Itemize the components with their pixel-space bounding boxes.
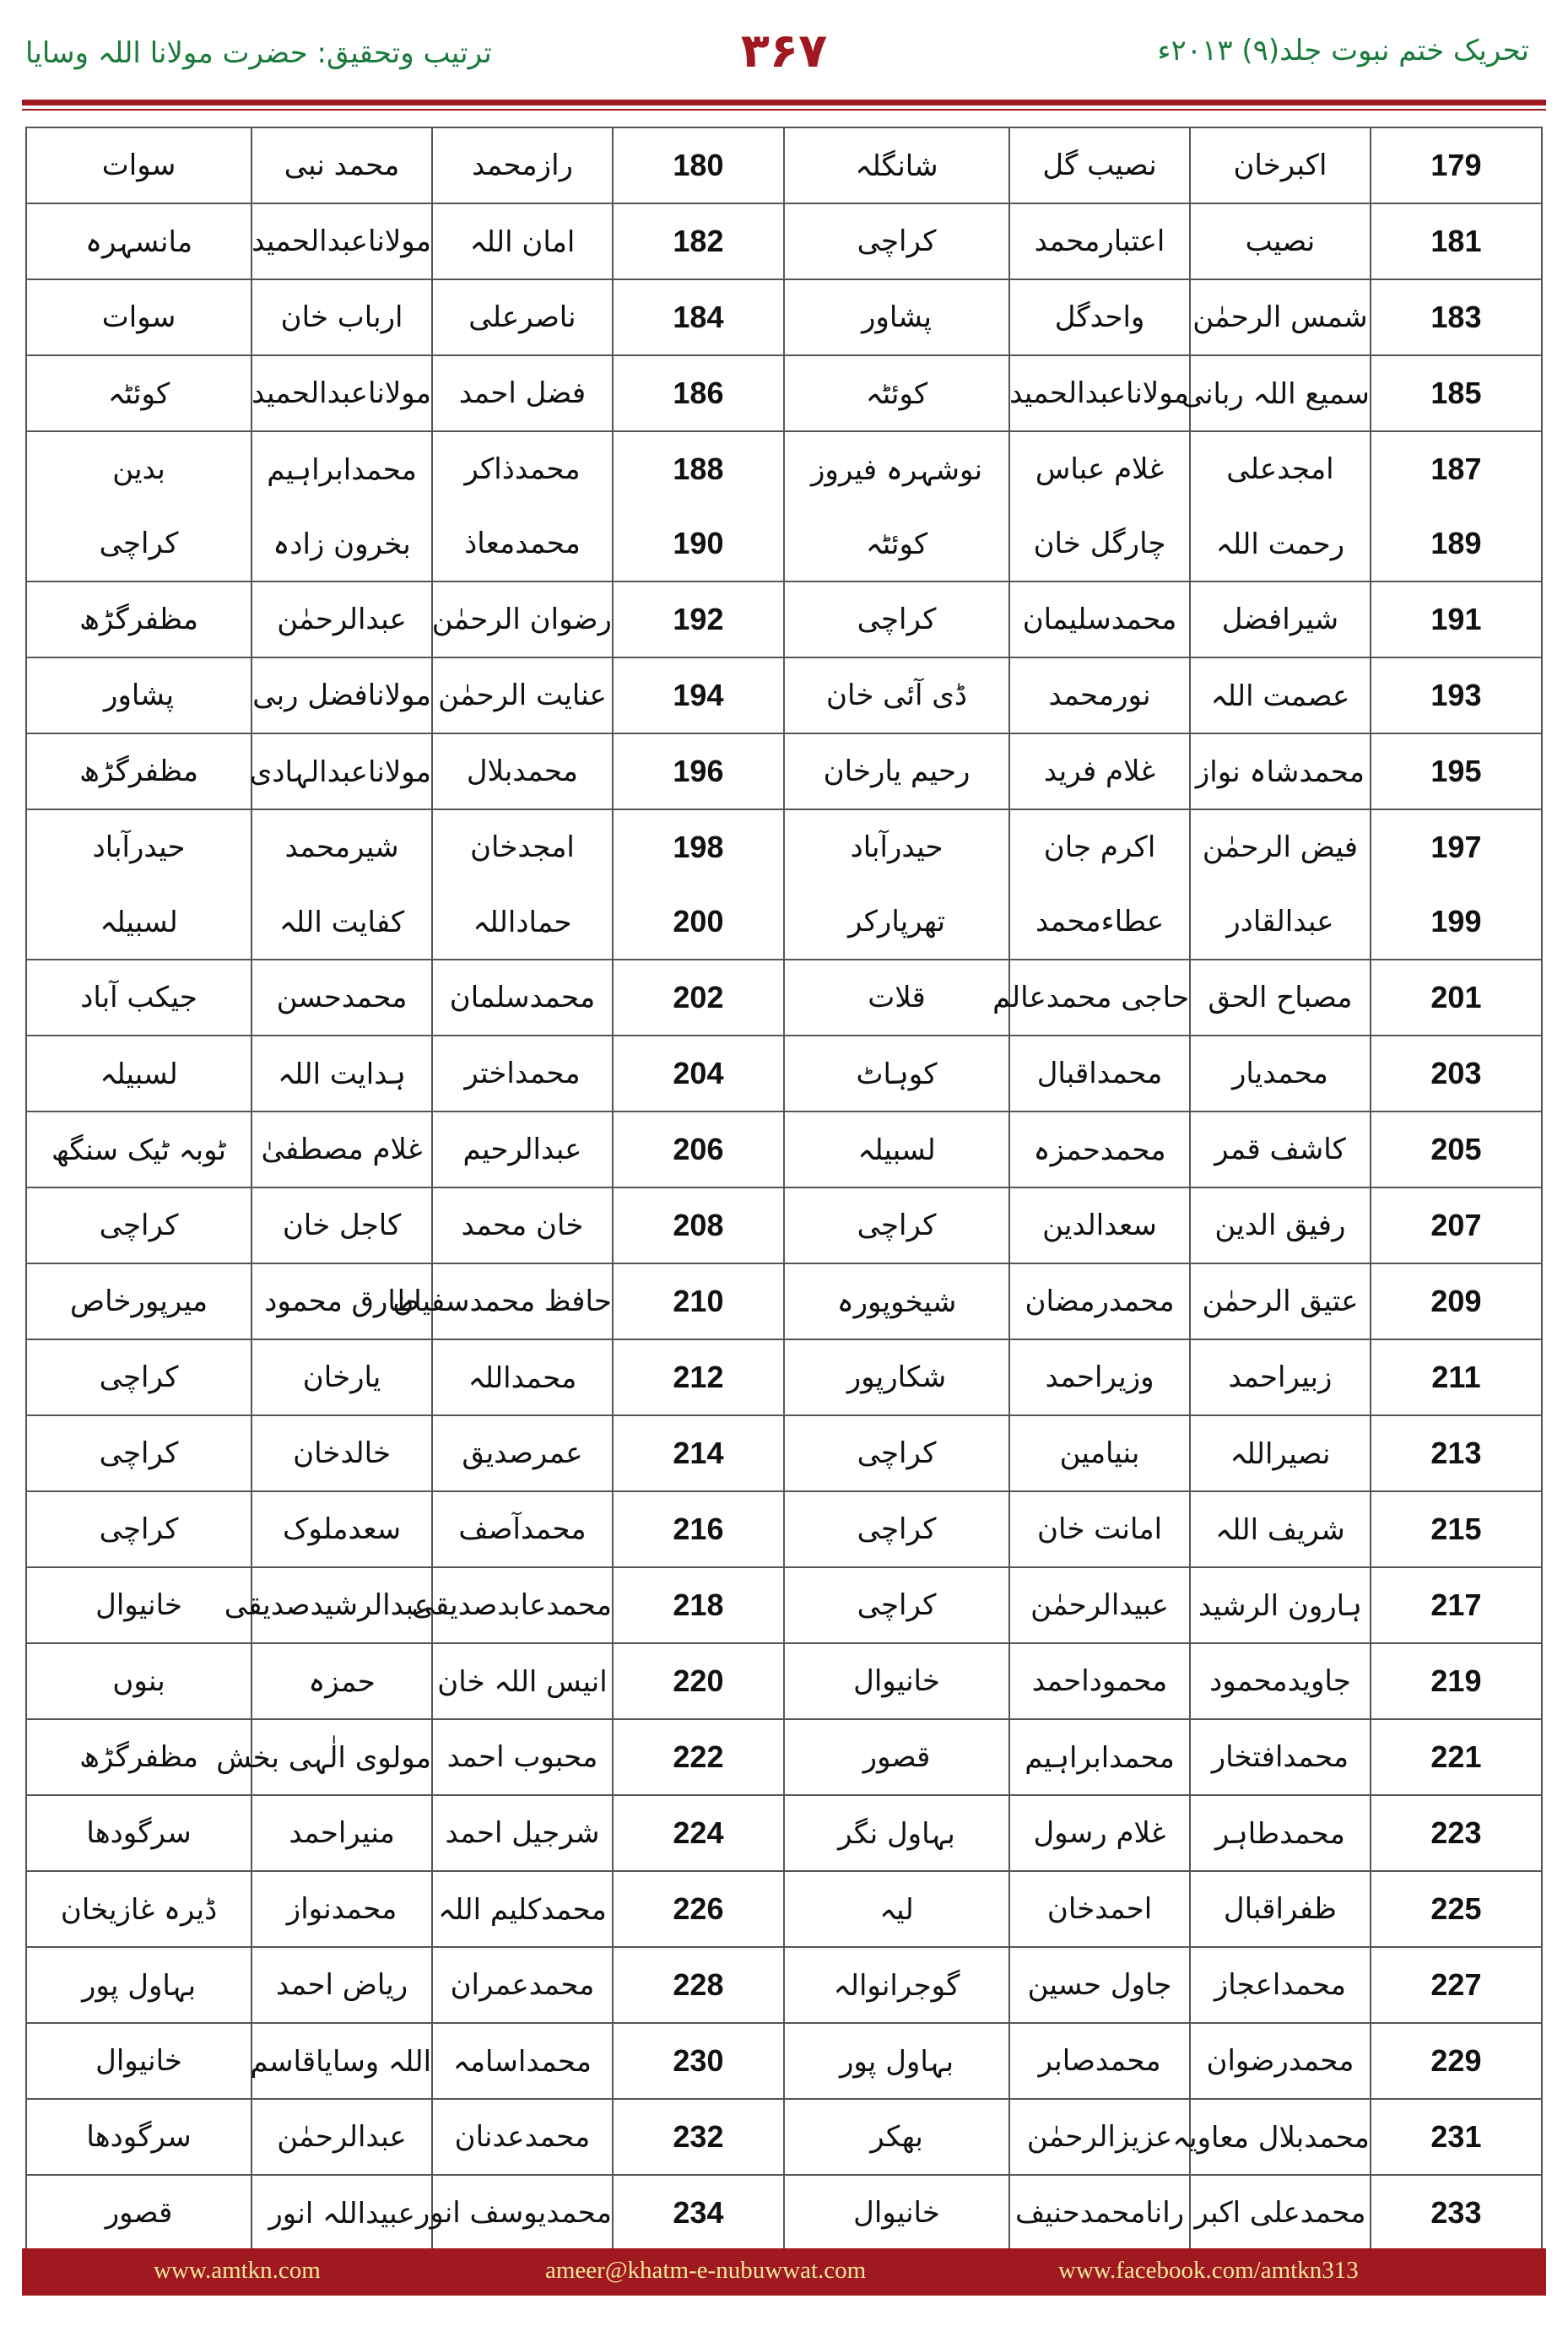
cell-father: عبدالرحمٰن bbox=[251, 2099, 432, 2175]
cell-father: اللہ وسایاقاسم bbox=[251, 2023, 432, 2099]
cell-city: کوئٹہ bbox=[784, 355, 1009, 431]
footer-email-link[interactable]: ameer@khatm-e-nubuwwat.com bbox=[545, 2257, 867, 2284]
cell-city: کوئٹہ bbox=[26, 355, 251, 431]
cell-city: خانیوال bbox=[784, 2175, 1009, 2251]
cell-name: ناصرعلی bbox=[432, 279, 613, 355]
cell-name: عبدالقادر bbox=[1190, 884, 1371, 960]
cell-city: کراچی bbox=[784, 581, 1009, 657]
cell-city: بھکر bbox=[784, 2099, 1009, 2175]
table-row bbox=[26, 884, 1542, 960]
cell-city: مظفرگڑھ bbox=[26, 581, 251, 657]
table-row bbox=[26, 1719, 1542, 1795]
cell-name: امان اللہ bbox=[432, 203, 613, 279]
cell-name: جاویدمحمود bbox=[1190, 1643, 1371, 1719]
cell-father: مولاناعبدالحمید bbox=[1009, 355, 1190, 431]
cell-serial: 196 bbox=[613, 733, 784, 809]
cell-city: کوہاٹ bbox=[784, 1036, 1009, 1112]
cell-name: ظفراقبال bbox=[1190, 1871, 1371, 1947]
cell-father: محمد نبی bbox=[251, 127, 432, 203]
cell-father: غلام عباس bbox=[1009, 431, 1190, 506]
cell-serial: 218 bbox=[613, 1567, 784, 1643]
cell-city: خانیوال bbox=[26, 2023, 251, 2099]
cell-name: رازمحمد bbox=[432, 127, 613, 203]
names-table-body bbox=[26, 127, 1542, 2251]
cell-father: سعدالدین bbox=[1009, 1187, 1190, 1263]
table-row bbox=[26, 1567, 1542, 1643]
cell-name: سمیع اللہ ربانی bbox=[1190, 355, 1371, 431]
cell-name: فیض الرحمٰن bbox=[1190, 809, 1371, 884]
cell-name: محمدبلال معاویہ bbox=[1190, 2099, 1371, 2175]
cell-name: فضل احمد bbox=[432, 355, 613, 431]
cell-name: محمدذاکر bbox=[432, 431, 613, 506]
cell-name: شریف اللہ bbox=[1190, 1491, 1371, 1567]
cell-name: محمدعابدصدیقی bbox=[432, 1567, 613, 1643]
cell-serial: 212 bbox=[613, 1339, 784, 1415]
cell-name: شرجیل احمد bbox=[432, 1795, 613, 1871]
cell-serial: 221 bbox=[1371, 1719, 1542, 1795]
cell-name: محمدکلیم اللہ bbox=[432, 1871, 613, 1947]
cell-serial: 192 bbox=[613, 581, 784, 657]
cell-serial: 187 bbox=[1371, 431, 1542, 506]
cell-city: کراچی bbox=[784, 1415, 1009, 1491]
cell-father: غلام مصطفیٰ bbox=[251, 1112, 432, 1187]
page-footer bbox=[22, 2248, 1546, 2296]
cell-name: محمدیار bbox=[1190, 1036, 1371, 1112]
cell-city: کراچی bbox=[784, 1491, 1009, 1567]
cell-serial: 198 bbox=[613, 809, 784, 884]
cell-father: سعدملوک bbox=[251, 1491, 432, 1567]
cell-name: محمداسامہ bbox=[432, 2023, 613, 2099]
cell-name: رفیق الدین bbox=[1190, 1187, 1371, 1263]
cell-serial: 205 bbox=[1371, 1112, 1542, 1187]
cell-father: شیرمحمد bbox=[251, 809, 432, 884]
cell-serial: 188 bbox=[613, 431, 784, 506]
cell-city: لسبیلہ bbox=[26, 884, 251, 960]
book-title: تحریک ختم نبوت جلد(۹) ۲۰۱۳ء bbox=[1157, 34, 1529, 68]
cell-father: بخرون زادہ bbox=[251, 506, 432, 581]
table-row bbox=[26, 581, 1542, 657]
cell-city: ٹوبہ ٹیک سنگھ bbox=[26, 1112, 251, 1187]
cell-father: مولوی الٰہی بخش bbox=[251, 1719, 432, 1795]
page-header bbox=[0, 24, 1568, 91]
cell-city: سوات bbox=[26, 127, 251, 203]
cell-father: عزیزالرحمٰن bbox=[1009, 2099, 1190, 2175]
cell-serial: 215 bbox=[1371, 1491, 1542, 1567]
cell-name: محمدمعاذ bbox=[432, 506, 613, 581]
cell-serial: 182 bbox=[613, 203, 784, 279]
cell-city: لسبیلہ bbox=[26, 1036, 251, 1112]
cell-father: محمدابراہیم bbox=[1009, 1719, 1190, 1795]
cell-city: مظفرگڑھ bbox=[26, 733, 251, 809]
cell-city: شانگلہ bbox=[784, 127, 1009, 203]
cell-name: ہارون الرشید bbox=[1190, 1567, 1371, 1643]
cell-city: حیدرآباد bbox=[26, 809, 251, 884]
cell-name: محمدآصف bbox=[432, 1491, 613, 1567]
cell-father: وزیراحمد bbox=[1009, 1339, 1190, 1415]
cell-father: محمدسلیمان bbox=[1009, 581, 1190, 657]
cell-serial: 224 bbox=[613, 1795, 784, 1871]
cell-name: محمدطاہر bbox=[1190, 1795, 1371, 1871]
cell-city: حیدرآباد bbox=[784, 809, 1009, 884]
cell-father: منیراحمد bbox=[251, 1795, 432, 1871]
cell-name: محمدرضوان bbox=[1190, 2023, 1371, 2099]
cell-serial: 222 bbox=[613, 1719, 784, 1795]
cell-serial: 223 bbox=[1371, 1795, 1542, 1871]
cell-name: محبوب احمد bbox=[432, 1719, 613, 1795]
cell-name: اکبرخان bbox=[1190, 127, 1371, 203]
header-rule-thin bbox=[22, 109, 1546, 111]
cell-father: خالدخان bbox=[251, 1415, 432, 1491]
cell-city: رحیم یارخان bbox=[784, 733, 1009, 809]
cell-serial: 213 bbox=[1371, 1415, 1542, 1491]
cell-serial: 208 bbox=[613, 1187, 784, 1263]
cell-name: عتیق الرحمٰن bbox=[1190, 1263, 1371, 1339]
cell-father: بنیامین bbox=[1009, 1415, 1190, 1491]
cell-serial: 189 bbox=[1371, 506, 1542, 581]
cell-father: اعتبارمحمد bbox=[1009, 203, 1190, 279]
cell-serial: 190 bbox=[613, 506, 784, 581]
cell-city: بنوں bbox=[26, 1643, 251, 1719]
cell-father: حمزہ bbox=[251, 1643, 432, 1719]
cell-serial: 216 bbox=[613, 1491, 784, 1567]
cell-serial: 186 bbox=[613, 355, 784, 431]
cell-city: کراچی bbox=[784, 203, 1009, 279]
cell-father: رانامحمدحنیف bbox=[1009, 2175, 1190, 2251]
cell-city: تھرپارکر bbox=[784, 884, 1009, 960]
cell-father: عبیدالرحمٰن bbox=[1009, 1567, 1190, 1643]
cell-father: احمدخان bbox=[1009, 1871, 1190, 1947]
cell-father: نصیب گل bbox=[1009, 127, 1190, 203]
cell-city: بہاول پور bbox=[784, 2023, 1009, 2099]
table-row bbox=[26, 1491, 1542, 1567]
cell-father: محمدنواز bbox=[251, 1871, 432, 1947]
table-row bbox=[26, 1415, 1542, 1491]
cell-city: سرگودھا bbox=[26, 2099, 251, 2175]
cell-name: کاشف قمر bbox=[1190, 1112, 1371, 1187]
cell-father: حاجی محمدعالم bbox=[1009, 960, 1190, 1036]
cell-serial: 225 bbox=[1371, 1871, 1542, 1947]
cell-city: سوات bbox=[26, 279, 251, 355]
cell-name: عصمت اللہ bbox=[1190, 657, 1371, 733]
cell-serial: 197 bbox=[1371, 809, 1542, 884]
cell-father: ریاض احمد bbox=[251, 1947, 432, 2023]
cell-serial: 214 bbox=[613, 1415, 784, 1491]
cell-serial: 200 bbox=[613, 884, 784, 960]
cell-city: ڈیرہ غازیخان bbox=[26, 1871, 251, 1947]
cell-city: جیکب آباد bbox=[26, 960, 251, 1036]
compiler-credit: ترتیب وتحقیق: حضرت مولانا اللہ وسایا bbox=[25, 36, 492, 70]
cell-city: لسبیلہ bbox=[784, 1112, 1009, 1187]
cell-father: عبدالرحمٰن bbox=[251, 581, 432, 657]
cell-serial: 195 bbox=[1371, 733, 1542, 809]
cell-serial: 180 bbox=[613, 127, 784, 203]
cell-serial: 194 bbox=[613, 657, 784, 733]
cell-father: محمدحسن bbox=[251, 960, 432, 1036]
cell-serial: 228 bbox=[613, 1947, 784, 2023]
footer-website-link[interactable]: www.amtkn.com bbox=[154, 2257, 321, 2284]
cell-serial: 220 bbox=[613, 1643, 784, 1719]
table-row bbox=[26, 1263, 1542, 1339]
cell-serial: 206 bbox=[613, 1112, 784, 1187]
cell-serial: 231 bbox=[1371, 2099, 1542, 2175]
cell-city: کراچی bbox=[26, 1339, 251, 1415]
cell-father: محموداحمد bbox=[1009, 1643, 1190, 1719]
cell-serial: 184 bbox=[613, 279, 784, 355]
table-row bbox=[26, 2175, 1542, 2251]
cell-father: کاجل خان bbox=[251, 1187, 432, 1263]
cell-serial: 183 bbox=[1371, 279, 1542, 355]
table-row bbox=[26, 2099, 1542, 2175]
cell-name: شیرافضل bbox=[1190, 581, 1371, 657]
cell-serial: 217 bbox=[1371, 1567, 1542, 1643]
cell-name: حافظ محمدسفیان bbox=[432, 1263, 613, 1339]
cell-father: عطاءمحمد bbox=[1009, 884, 1190, 960]
table-row bbox=[26, 127, 1542, 203]
cell-name: عنایت الرحمٰن bbox=[432, 657, 613, 733]
cell-father: یارخان bbox=[251, 1339, 432, 1415]
cell-father: محمدرمضان bbox=[1009, 1263, 1190, 1339]
cell-father: واحدگل bbox=[1009, 279, 1190, 355]
cell-city: گوجرانوالہ bbox=[784, 1947, 1009, 2023]
cell-city: پشاور bbox=[784, 279, 1009, 355]
cell-serial: 229 bbox=[1371, 2023, 1542, 2099]
cell-city: بہاول نگر bbox=[784, 1795, 1009, 1871]
cell-name: امجدخان bbox=[432, 809, 613, 884]
cell-father: محمداقبال bbox=[1009, 1036, 1190, 1112]
cell-city: مظفرگڑھ bbox=[26, 1719, 251, 1795]
cell-name: حماداللہ bbox=[432, 884, 613, 960]
cell-father: ہدایت اللہ bbox=[251, 1036, 432, 1112]
cell-father: اکرم جان bbox=[1009, 809, 1190, 884]
cell-serial: 203 bbox=[1371, 1036, 1542, 1112]
cell-name: محمداللہ bbox=[432, 1339, 613, 1415]
cell-father: مولاناعبدالحمید bbox=[251, 203, 432, 279]
table-row bbox=[26, 1112, 1542, 1187]
cell-name: نصیب bbox=[1190, 203, 1371, 279]
cell-city: سرگودھا bbox=[26, 1795, 251, 1871]
cell-city: کراچی bbox=[784, 1187, 1009, 1263]
cell-serial: 233 bbox=[1371, 2175, 1542, 2251]
cell-serial: 226 bbox=[613, 1871, 784, 1947]
names-table-wrapper bbox=[25, 127, 1543, 2252]
table-row bbox=[26, 1947, 1542, 2023]
cell-serial: 193 bbox=[1371, 657, 1542, 733]
table-row bbox=[26, 960, 1542, 1036]
cell-name: محمدعمران bbox=[432, 1947, 613, 2023]
cell-serial: 204 bbox=[613, 1036, 784, 1112]
cell-name: محمدعدنان bbox=[432, 2099, 613, 2175]
cell-city: کراچی bbox=[26, 1187, 251, 1263]
table-row bbox=[26, 1339, 1542, 1415]
cell-city: نوشہرہ فیروز bbox=[784, 431, 1009, 506]
cell-father: طارق محمود bbox=[251, 1263, 432, 1339]
cell-name: محمدشاہ نواز bbox=[1190, 733, 1371, 809]
table-row bbox=[26, 1795, 1542, 1871]
cell-serial: 209 bbox=[1371, 1263, 1542, 1339]
cell-serial: 199 bbox=[1371, 884, 1542, 960]
cell-name: محمدبلال bbox=[432, 733, 613, 809]
cell-father: مولاناعبدالہادی bbox=[251, 733, 432, 809]
table-row bbox=[26, 203, 1542, 279]
cell-serial: 234 bbox=[613, 2175, 784, 2251]
cell-city: کراچی bbox=[784, 1567, 1009, 1643]
header-rule-thick bbox=[22, 100, 1546, 105]
cell-name: عبدالرحیم bbox=[432, 1112, 613, 1187]
names-table bbox=[25, 127, 1543, 2252]
cell-serial: 181 bbox=[1371, 203, 1542, 279]
cell-name: شمس الرحمٰن bbox=[1190, 279, 1371, 355]
cell-father: جاول حسین bbox=[1009, 1947, 1190, 2023]
table-row bbox=[26, 355, 1542, 431]
cell-city: پشاور bbox=[26, 657, 251, 733]
cell-father: عبدالرشیدصدیقی bbox=[251, 1567, 432, 1643]
table-row bbox=[26, 1187, 1542, 1263]
cell-father: نورمحمد bbox=[1009, 657, 1190, 733]
footer-facebook-link[interactable]: www.facebook.com/amtkn313 bbox=[1058, 2257, 1359, 2284]
cell-city: کوئٹہ bbox=[784, 506, 1009, 581]
cell-city: خانیوال bbox=[26, 1567, 251, 1643]
cell-serial: 191 bbox=[1371, 581, 1542, 657]
cell-serial: 211 bbox=[1371, 1339, 1542, 1415]
table-row bbox=[26, 1871, 1542, 1947]
cell-serial: 202 bbox=[613, 960, 784, 1036]
cell-city: کراچی bbox=[26, 506, 251, 581]
cell-name: عمرصدیق bbox=[432, 1415, 613, 1491]
cell-father: کفایت اللہ bbox=[251, 884, 432, 960]
cell-city: قصور bbox=[784, 1719, 1009, 1795]
cell-city: میرپورخاص bbox=[26, 1263, 251, 1339]
cell-city: قلات bbox=[784, 960, 1009, 1036]
cell-name: امجدعلی bbox=[1190, 431, 1371, 506]
cell-father: محمدصابر bbox=[1009, 2023, 1190, 2099]
cell-serial: 185 bbox=[1371, 355, 1542, 431]
cell-city: ڈی آئی خان bbox=[784, 657, 1009, 733]
cell-father: چارگل خان bbox=[1009, 506, 1190, 581]
cell-city: شیخوپورہ bbox=[784, 1263, 1009, 1339]
cell-name: زبیراحمد bbox=[1190, 1339, 1371, 1415]
cell-serial: 219 bbox=[1371, 1643, 1542, 1719]
cell-father: ارباب خان bbox=[251, 279, 432, 355]
table-row bbox=[26, 733, 1542, 809]
cell-father: عبیداللہ انور bbox=[251, 2175, 432, 2251]
cell-serial: 201 bbox=[1371, 960, 1542, 1036]
cell-father: محمدابراہیم bbox=[251, 431, 432, 506]
cell-father: غلام فرید bbox=[1009, 733, 1190, 809]
cell-father: محمدحمزہ bbox=[1009, 1112, 1190, 1187]
cell-father: مولاناعبدالحمید bbox=[251, 355, 432, 431]
cell-name: محمداعجاز bbox=[1190, 1947, 1371, 2023]
cell-city: کراچی bbox=[26, 1415, 251, 1491]
cell-name: محمدعلی اکبر bbox=[1190, 2175, 1371, 2251]
table-row bbox=[26, 2023, 1542, 2099]
cell-city: لیہ bbox=[784, 1871, 1009, 1947]
table-row bbox=[26, 1643, 1542, 1719]
table-row bbox=[26, 809, 1542, 884]
cell-serial: 227 bbox=[1371, 1947, 1542, 2023]
cell-city: خانیوال bbox=[784, 1643, 1009, 1719]
cell-name: انیس اللہ خان bbox=[432, 1643, 613, 1719]
cell-name: مصباح الحق bbox=[1190, 960, 1371, 1036]
page-number: ۳۶۷ bbox=[740, 24, 828, 78]
cell-city: کراچی bbox=[26, 1491, 251, 1567]
cell-city: بدین bbox=[26, 431, 251, 506]
cell-father: مولانافضل ربی bbox=[251, 657, 432, 733]
cell-city: قصور bbox=[26, 2175, 251, 2251]
table-row bbox=[26, 506, 1542, 581]
cell-city: مانسہرہ bbox=[26, 203, 251, 279]
table-row bbox=[26, 657, 1542, 733]
cell-name: محمداختر bbox=[432, 1036, 613, 1112]
cell-name: محمدسلمان bbox=[432, 960, 613, 1036]
cell-name: خان محمد bbox=[432, 1187, 613, 1263]
cell-city: بہاول پور bbox=[26, 1947, 251, 2023]
cell-name: محمدافتخار bbox=[1190, 1719, 1371, 1795]
cell-city: شکارپور bbox=[784, 1339, 1009, 1415]
cell-serial: 207 bbox=[1371, 1187, 1542, 1263]
cell-serial: 210 bbox=[613, 1263, 784, 1339]
cell-name: رحمت اللہ bbox=[1190, 506, 1371, 581]
cell-name: نصیراللہ bbox=[1190, 1415, 1371, 1491]
cell-name: رضوان الرحمٰن bbox=[432, 581, 613, 657]
cell-father: غلام رسول bbox=[1009, 1795, 1190, 1871]
cell-name: محمدیوسف انور bbox=[432, 2175, 613, 2251]
table-row bbox=[26, 1036, 1542, 1112]
cell-father: امانت خان bbox=[1009, 1491, 1190, 1567]
table-row bbox=[26, 279, 1542, 355]
cell-serial: 179 bbox=[1371, 127, 1542, 203]
table-row bbox=[26, 431, 1542, 506]
cell-serial: 230 bbox=[613, 2023, 784, 2099]
cell-serial: 232 bbox=[613, 2099, 784, 2175]
